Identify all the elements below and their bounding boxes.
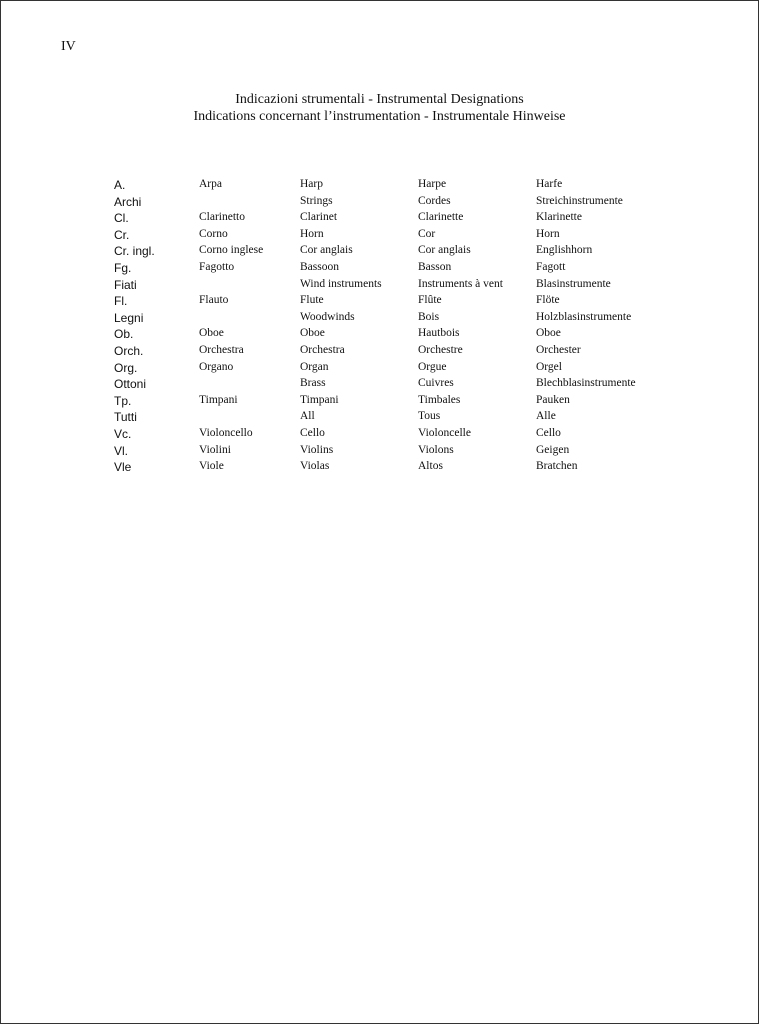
table-row — [1, 344, 758, 360]
cell-german: Flöte — [536, 294, 560, 307]
cell-english: Harp — [300, 178, 323, 190]
cell-abbreviation: Org. — [114, 360, 138, 375]
page-number: IV — [61, 39, 76, 54]
cell-german: Geigen — [536, 443, 570, 456]
cell-italian: Violoncello — [199, 427, 253, 439]
cell-english: Orchestra — [300, 344, 345, 356]
table-row — [1, 178, 758, 194]
cell-english: All — [300, 410, 315, 423]
cell-german: Harfe — [536, 178, 563, 190]
cell-english: Timpani — [300, 393, 339, 406]
cell-english: Violas — [300, 460, 330, 473]
cell-italian: Oboe — [199, 327, 224, 340]
cell-french: Clarinette — [418, 211, 464, 224]
cell-french: Orgue — [418, 360, 447, 373]
table-row — [1, 294, 758, 310]
cell-english: Violins — [300, 443, 334, 456]
table-row — [1, 311, 758, 327]
cell-german: Oboe — [536, 327, 561, 340]
table-row — [1, 327, 758, 343]
title-line-1: Indicazioni strumentali - Instrumental Designations — [235, 92, 524, 107]
cell-english: Bassoon — [300, 261, 339, 273]
table-row — [1, 278, 758, 294]
cell-italian: Violini — [199, 443, 231, 456]
cell-french: Hautbois — [418, 327, 460, 340]
cell-english: Organ — [300, 360, 329, 373]
cell-italian: Corno inglese — [199, 244, 264, 257]
cell-italian: Clarinetto — [199, 211, 245, 224]
table-row — [1, 244, 758, 260]
cell-abbreviation: Fg. — [114, 261, 132, 275]
cell-italian: Fagotto — [199, 261, 235, 273]
cell-italian: Organo — [199, 360, 234, 373]
cell-abbreviation: Cr. — [114, 227, 130, 242]
cell-german: Englishhorn — [536, 244, 593, 257]
cell-german: Klarinette — [536, 211, 582, 224]
cell-abbreviation: Fiati — [114, 277, 137, 292]
cell-abbreviation: Archi — [114, 194, 142, 209]
table-row — [1, 228, 758, 244]
cell-french: Cordes — [418, 194, 451, 207]
cell-french: Timbales — [418, 393, 461, 406]
cell-french: Cuivres — [418, 377, 454, 390]
cell-abbreviation: Cr. ingl. — [114, 244, 155, 259]
table-row — [1, 394, 758, 410]
cell-abbreviation: A. — [114, 178, 126, 192]
cell-abbreviation: Tutti — [114, 410, 137, 425]
cell-german: Blechblasinstrumente — [536, 377, 636, 390]
cell-english: Strings — [300, 194, 333, 207]
cell-german: Blasinstrumente — [536, 277, 611, 290]
cell-english: Horn — [300, 227, 324, 240]
cell-abbreviation: Ob. — [114, 327, 134, 342]
table-row — [1, 261, 758, 277]
cell-german: Streichinstrumente — [536, 194, 623, 207]
cell-french: Flûte — [418, 294, 442, 307]
cell-german: Fagott — [536, 261, 566, 273]
cell-french: Harpe — [418, 178, 447, 190]
cell-italian: Flauto — [199, 294, 229, 307]
cell-abbreviation: Vl. — [114, 443, 129, 458]
cell-italian: Timpani — [199, 393, 238, 406]
cell-french: Bois — [418, 310, 440, 323]
cell-french: Tous — [418, 410, 441, 423]
cell-german: Orgel — [536, 360, 562, 373]
cell-abbreviation: Vc. — [114, 427, 132, 441]
cell-english: Flute — [300, 294, 324, 307]
cell-english: Wind instruments — [300, 277, 382, 290]
title-line-2: Indications concernant l’instrumentation - Instrumentale Hinweise — [193, 109, 566, 124]
table-row — [1, 427, 758, 443]
table-row — [1, 444, 758, 460]
cell-abbreviation: Ottoni — [114, 377, 147, 392]
cell-english: Woodwinds — [300, 310, 355, 323]
cell-abbreviation: Fl. — [114, 294, 128, 309]
cell-italian: Orchestra — [199, 344, 244, 356]
cell-italian: Arpa — [199, 178, 222, 190]
cell-german: Horn — [536, 227, 560, 240]
table-row — [1, 377, 758, 393]
cell-english: Clarinet — [300, 211, 338, 224]
cell-abbreviation: Tp. — [114, 393, 132, 408]
cell-german: Cello — [536, 427, 561, 439]
table-row — [1, 211, 758, 227]
cell-french: Violoncelle — [418, 427, 471, 439]
cell-french: Violons — [418, 443, 454, 456]
cell-english: Oboe — [300, 327, 325, 340]
cell-german: Orchester — [536, 344, 581, 356]
table-row — [1, 460, 758, 476]
cell-english: Cello — [300, 427, 325, 439]
cell-french: Instruments à vent — [418, 277, 503, 290]
cell-german: Alle — [536, 410, 556, 423]
cell-french: Altos — [418, 460, 443, 473]
cell-german: Pauken — [536, 393, 570, 406]
cell-english: Brass — [300, 377, 326, 390]
cell-abbreviation: Vle — [114, 460, 132, 475]
table-row — [1, 410, 758, 426]
cell-french: Basson — [418, 261, 452, 273]
cell-french: Orchestre — [418, 344, 463, 356]
cell-english: Cor anglais — [300, 244, 353, 257]
table-row — [1, 361, 758, 377]
cell-german: Bratchen — [536, 460, 578, 473]
cell-italian: Corno — [199, 227, 228, 240]
table-row — [1, 195, 758, 211]
cell-abbreviation: Legni — [114, 310, 144, 325]
cell-italian: Viole — [199, 460, 224, 473]
cell-abbreviation: Cl. — [114, 211, 129, 226]
cell-french: Cor anglais — [418, 244, 471, 257]
cell-abbreviation: Orch. — [114, 344, 144, 358]
cell-french: Cor — [418, 227, 436, 240]
cell-german: Holzblasinstrumente — [536, 310, 632, 323]
